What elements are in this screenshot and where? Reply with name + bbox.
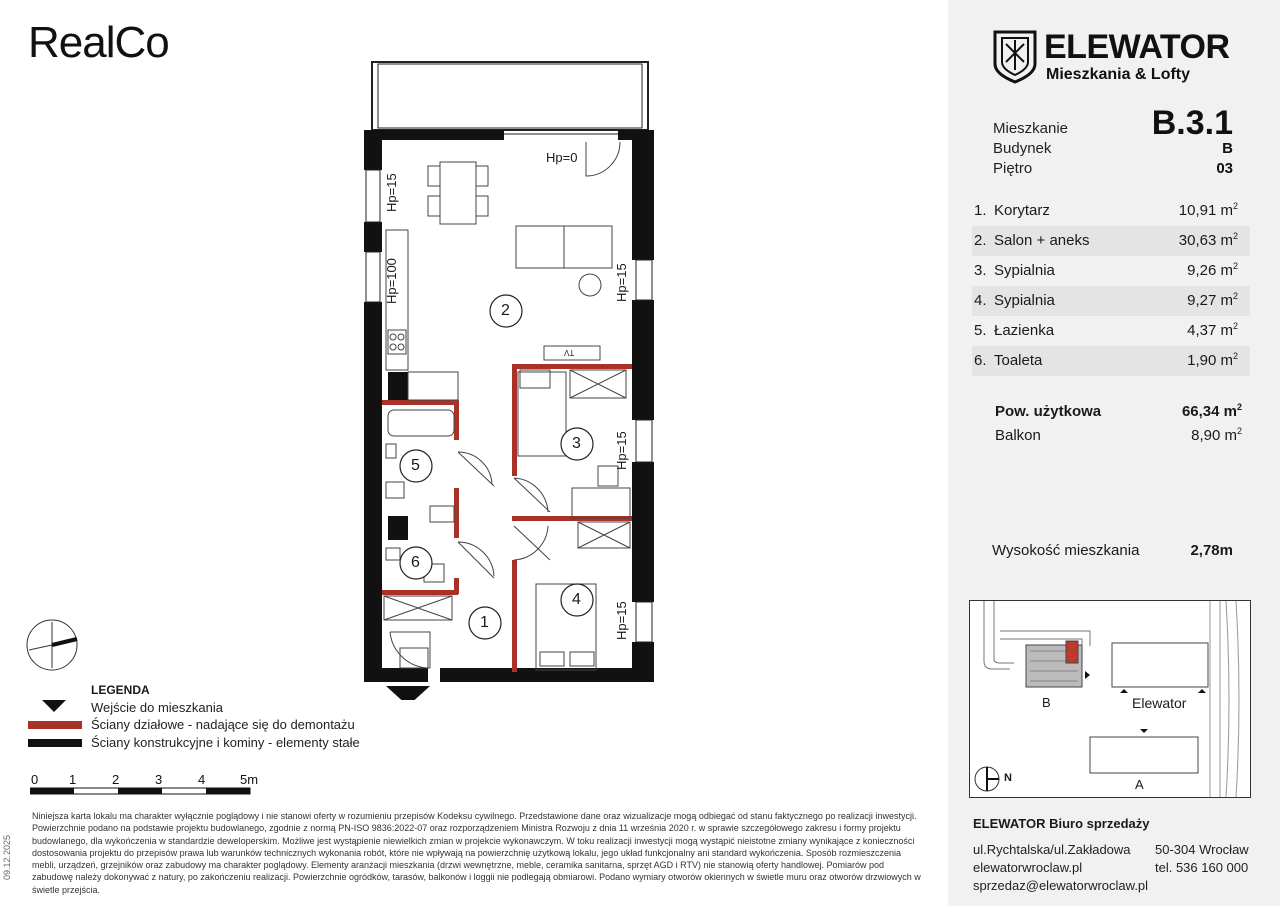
- room-number: 4.: [974, 292, 987, 309]
- height-label-window-4: Hp=15: [614, 431, 629, 470]
- entrance-marker: [386, 686, 430, 700]
- scale-label: 5m: [240, 772, 259, 787]
- elewator-footprint: [1112, 643, 1208, 687]
- scale-label: 4: [198, 772, 206, 787]
- balcony-value: 8,90 $m^2$: [1191, 426, 1242, 444]
- height-label-balcony-door: Hp=0: [546, 150, 578, 165]
- scale-label: 0: [31, 772, 39, 787]
- tv-label: TV: [564, 348, 575, 357]
- room-row: [972, 256, 1250, 286]
- office-city: 50-304 Wrocław: [1155, 842, 1249, 857]
- office-website-link[interactable]: elewatorwroclaw.pl: [973, 860, 1083, 875]
- site-label-north: N: [1004, 772, 1012, 784]
- room-number: 3.: [974, 262, 987, 279]
- room-number-5: 5: [411, 457, 420, 474]
- elewator-name: ELEWATOR: [1044, 28, 1230, 66]
- elewator-logo: [992, 28, 1242, 88]
- legend-structural-swatch: [28, 739, 82, 747]
- room-row: [972, 226, 1250, 256]
- room-row: [972, 316, 1250, 346]
- room-area: 9,27 $m^2$: [1187, 291, 1238, 309]
- scale-label: 2: [112, 772, 120, 787]
- room-number: 6.: [974, 352, 987, 369]
- room-number: 2.: [974, 232, 987, 249]
- apartment-value: B.3.1: [1151, 104, 1233, 142]
- office-title: ELEWATOR Biuro sprzedaży: [973, 816, 1150, 831]
- height-label-window-1: Hp=15: [384, 173, 399, 212]
- apartment-highlight: [1066, 641, 1078, 663]
- scale-bar: [30, 786, 270, 798]
- legend-removable-swatch: [28, 721, 82, 729]
- room-name: Salon + aneks: [994, 232, 1090, 249]
- room-area: 30,63 $m^2$: [1178, 231, 1238, 249]
- apartment-height-label: Wysokość mieszkania: [992, 542, 1140, 559]
- legend-removable: Ściany działowe - nadające się do demontażu: [91, 717, 355, 732]
- height-label-window-5: Hp=15: [614, 601, 629, 640]
- legend-structural: Ściany konstrukcyjne i kominy - elementy stałe: [91, 735, 360, 750]
- elewator-subtitle: Mieszkania & Lofty: [1046, 66, 1191, 83]
- room-number: 5.: [974, 322, 987, 339]
- legend-entrance: Wejście do mieszkania: [91, 700, 223, 715]
- room-list: [972, 196, 1250, 376]
- legend-entrance-icon: [42, 700, 72, 714]
- room-name: Korytarz: [994, 202, 1050, 219]
- building-a-footprint: [1090, 737, 1198, 773]
- balcony-label: Balkon: [995, 427, 1041, 444]
- room-area: 1,90 $m^2$: [1187, 351, 1238, 369]
- room-name: Łazienka: [994, 322, 1055, 339]
- elewator-emblem-icon: [992, 28, 1038, 84]
- building-value: B: [1222, 140, 1233, 157]
- realco-logo: RealCo: [28, 18, 169, 67]
- site-label-a: A: [1135, 777, 1144, 792]
- room-name: Toaleta: [994, 352, 1043, 369]
- room-name: Sypialnia: [994, 292, 1055, 309]
- room-number-1: 1: [480, 614, 489, 631]
- room-number-4: 4: [572, 591, 581, 608]
- structural-walls: [364, 130, 654, 682]
- usable-area-label: Pow. użytkowa: [995, 403, 1102, 420]
- room-area: 9,26 $m^2$: [1187, 261, 1238, 279]
- floor-label: Piętro: [993, 160, 1033, 177]
- building-label: Budynek: [993, 140, 1052, 157]
- office-address: ul.Rychtalska/ul.Zakładowa: [973, 842, 1131, 857]
- site-map-drawing: [970, 601, 1250, 797]
- office-email-link[interactable]: sprzedaz@elewatorwroclaw.pl: [973, 878, 1149, 893]
- room-number-6: 6: [411, 554, 420, 571]
- room-row: [972, 196, 1250, 226]
- site-map: [969, 600, 1251, 798]
- room-row: [972, 346, 1250, 376]
- room-area: 4,37 $m^2$: [1187, 321, 1238, 339]
- height-label-window-3: Hp=15: [614, 263, 629, 302]
- room-number-2: 2: [501, 302, 510, 319]
- office-phone[interactable]: tel. 536 160 000: [1155, 860, 1249, 875]
- floor-value: 03: [1216, 160, 1233, 177]
- legend-title: LEGENDA: [91, 683, 150, 697]
- room-number-3: 3: [572, 435, 581, 452]
- compass-icon: [25, 618, 79, 672]
- apartment-label: Mieszkanie: [993, 120, 1069, 137]
- room-row: [972, 286, 1250, 316]
- usable-area-value: 66,34 $m^2$: [1181, 402, 1242, 420]
- height-label-window-2: Hp=100: [384, 258, 399, 304]
- balcony: [372, 62, 648, 130]
- scale-label: 3: [155, 772, 163, 787]
- site-label-b: B: [1042, 695, 1051, 710]
- date-stamp: 09.12.2025: [2, 834, 12, 880]
- site-label-elewator: Elewator: [1132, 695, 1187, 711]
- apartment-height-value: 2,78m: [1190, 542, 1233, 559]
- legal-disclaimer: Niniejsza karta lokalu ma charakter wyłącznie poglądowy i nie stanowi oferty w rozumieniu przepisów Kodeksu cywilnego. Przedstawione dane oraz wizualizacje mogą odbiegać od stanu faktycznego po realizacji inwestycji. Powierzchnie podano na podstawie projektu budowlanego, zgodnie z normą PN-ISO 9836:2022-07 oraz rozporządzeniem Ministra Rozwoju z dnia 11 września 2020 r. w sprawie szczegółowego zakresu i formy projektu budowlanego, dla wykończenia w standardzie deweloperskim. Możliwe jest wystąpienie niewielkich zmian w projekcie wykonawczym. W toku realizacji inwestycji mogą wystąpić nieistotne zmiany wynikające z konieczności dostosowania projektu do przepisów prawa lub warunków technicznych wykonania robót, które nie wpływają na powierzchnię użytkową lokalu, jego układ funkcjonalny ani standard wykończenia. Sposób rozmieszczenia mebli, urządzeń, grzejników oraz zabudowy ma charakter poglądowy. Elementy aranżacji mieszkania (drzwi wewnętrzne, meble, ceramika sanitarna, sprzęt AGD i RTV) nie stanowią oferty handlowej. Pomiarów pod zabudowę należy dokonywać z natury, po zakończeniu realizacji. Powierzchnie ogródków, tarasów, balkonów i loggii nie podlegają obmiarowi. Podano wymiary otworów okiennych w świetle muru oraz otworów drzwiowych w świetle przejścia.: [32, 811, 921, 895]
- room-name: Sypialnia: [994, 262, 1055, 279]
- room-number: 1.: [974, 202, 987, 219]
- scale-label: 1: [69, 772, 77, 787]
- room-area: 10,91 $m^2$: [1178, 201, 1238, 219]
